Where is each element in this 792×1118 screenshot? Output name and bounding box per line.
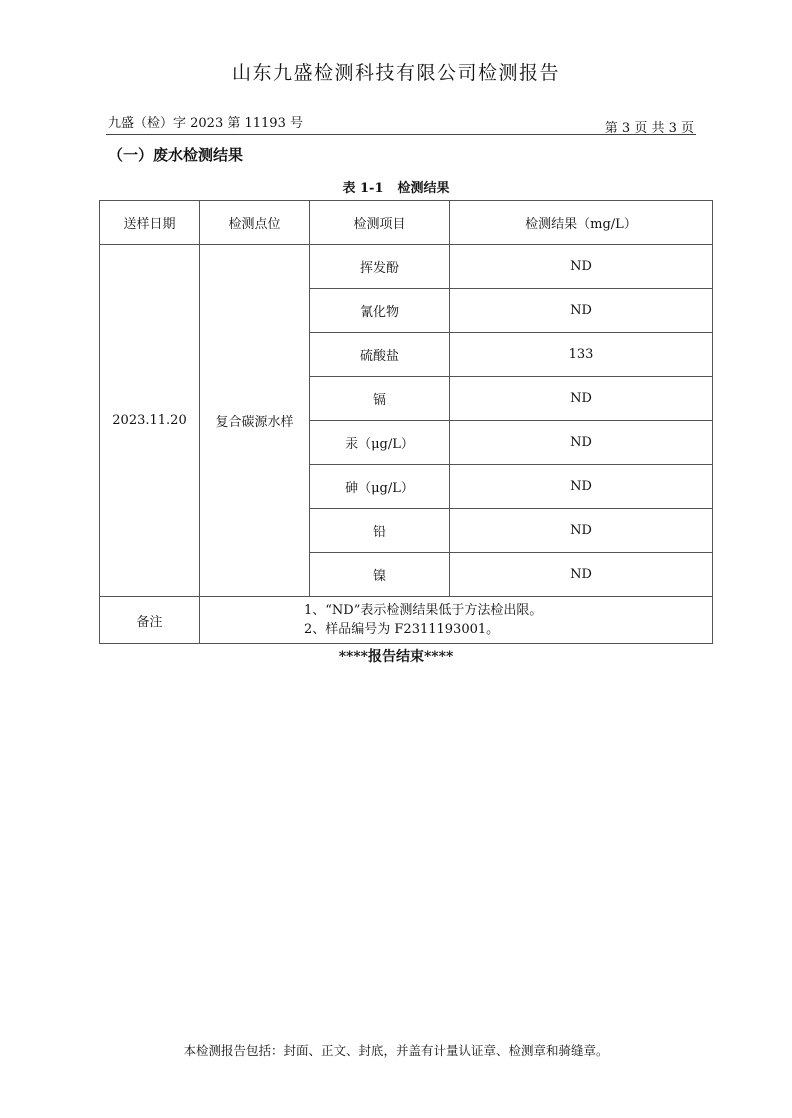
table-caption — [0, 177, 792, 196]
column-header: 检测项目 — [310, 201, 450, 245]
item-cell: 硫酸盐 — [310, 333, 450, 377]
item-cell: 砷（μg/L） — [310, 465, 450, 509]
item-cell: 镉 — [310, 377, 450, 421]
section-heading: （一）废水检测结果 — [108, 146, 244, 164]
remarks-row — [100, 597, 713, 644]
result-cell: 133 — [450, 333, 713, 377]
result-cell: ND — [450, 421, 713, 465]
sample-date-cell: 2023.11.20 — [100, 245, 200, 597]
sample-point-cell: 复合碳源水样 — [200, 245, 310, 597]
result-cell: ND — [450, 553, 713, 597]
result-cell: ND — [450, 245, 713, 289]
table-row — [100, 245, 713, 289]
result-cell: ND — [450, 465, 713, 509]
item-cell: 汞（μg/L） — [310, 421, 450, 465]
item-cell: 氰化物 — [310, 289, 450, 333]
table-caption-number: 表 1-1 — [342, 181, 384, 196]
item-cell: 镍 — [310, 553, 450, 597]
remarks-content — [200, 597, 713, 644]
item-cell: 挥发酚 — [310, 245, 450, 289]
item-cell: 铅 — [310, 509, 450, 553]
remark-line: 1、“ND”表示检测结果低于方法检出限。 — [304, 603, 543, 618]
column-header: 检测结果（mg/L） — [450, 201, 713, 245]
report-end-mark: ****报告结束**** — [338, 649, 454, 665]
page-info: 第 3 页 共 3 页 — [604, 121, 694, 136]
company-report-title: 山东九盛检测科技有限公司检测报告 — [231, 62, 560, 84]
result-cell: ND — [450, 509, 713, 553]
column-header: 送样日期 — [100, 201, 200, 245]
result-cell: ND — [450, 377, 713, 421]
table-header-row — [100, 201, 713, 245]
results-table — [99, 200, 713, 644]
result-cell: ND — [450, 289, 713, 333]
footer-note: 本检测报告包括：封面、正文、封底，并盖有计量认证章、检测章和骑缝章。 — [183, 1043, 609, 1058]
report-number: 九盛（检）字 2023 第 11193 号 — [108, 116, 303, 131]
column-header: 检测点位 — [200, 201, 310, 245]
remarks-label: 备注 — [100, 597, 200, 644]
remark-line: 2、样品编号为 F2311193001。 — [304, 622, 500, 637]
table-caption-title: 检测结果 — [397, 181, 450, 196]
header-divider — [106, 134, 696, 135]
